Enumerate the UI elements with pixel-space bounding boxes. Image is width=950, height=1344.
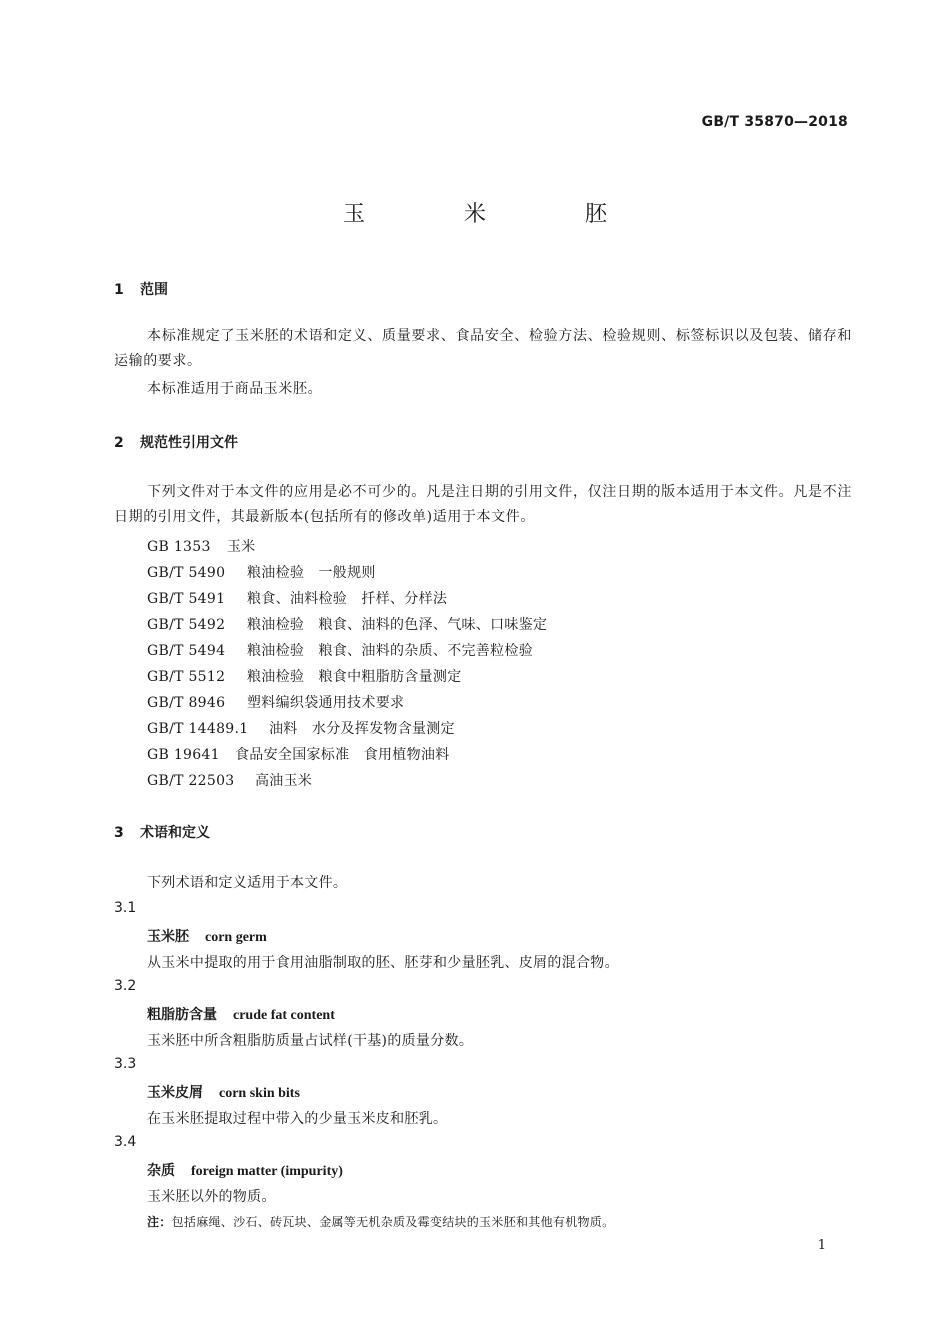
reference-item: [147, 744, 450, 764]
term-en: crude fat content: [233, 1008, 335, 1023]
term-number: 3.1: [114, 900, 137, 916]
reference-code: GB/T 5492: [147, 617, 226, 633]
term-definition: 从玉米中提取的用于食用油脂制取的胚、胚芽和少量胚乳、皮屑的混合物。: [147, 955, 619, 971]
note-text: 包括麻绳、沙石、砖瓦块、金属等无机杂质及霉变结块的玉米胚和其他有机物质。: [171, 1215, 615, 1229]
reference-title: 粮食、油料检验 扦样、分样法: [247, 591, 448, 607]
section-heading-scope: [114, 279, 168, 299]
reference-item: [147, 588, 447, 608]
reference-code: GB/T 5491: [147, 591, 226, 607]
section-title: 规范性引用文件: [140, 435, 238, 451]
reference-title: 粮油检验 粮食、油料的色泽、气味、口味鉴定: [247, 617, 548, 633]
term-number: 3.4: [114, 1134, 137, 1150]
term-definition: 玉米胚中所含粗脂肪质量占试样(干基)的质量分数。: [147, 1033, 474, 1049]
reference-item: [147, 614, 547, 634]
standard-number: GB/T 35870—2018: [701, 114, 848, 130]
term-number: 3.3: [114, 1056, 137, 1072]
normative-intro: 下列文件对于本文件的应用是必不可少的。凡是注日期的引用文件，仅注日期的版本适用于本文件。凡是不注日期的引用文件，其最新版本(包括所有的修改单)适用于本文件。: [114, 484, 852, 525]
reference-title: 食品安全国家标准 食用植物油料: [235, 747, 450, 763]
term-number: 3.2: [114, 978, 137, 994]
note: [147, 1213, 614, 1230]
reference-item: [147, 718, 455, 738]
reference-title: 塑料编织袋通用技术要求: [247, 695, 405, 711]
reference-code: GB/T 5494: [147, 643, 226, 659]
note-label: 注：: [147, 1215, 172, 1229]
term-heading: [147, 1160, 343, 1180]
reference-title: 油料 水分及挥发物含量测定: [269, 721, 455, 737]
section-title: 术语和定义: [140, 825, 210, 841]
reference-title: 粮油检验 粮食中粗脂肪含量测定: [247, 669, 462, 685]
reference-item: [147, 770, 312, 790]
section-heading-terms: [114, 822, 210, 842]
document-title: 玉 米 胚: [343, 202, 653, 227]
term-heading: [147, 926, 267, 946]
reference-item: [147, 562, 376, 582]
reference-item: [147, 536, 256, 556]
section-number: 1: [114, 282, 124, 298]
reference-item: [147, 666, 462, 686]
section-heading-normative: [114, 432, 238, 452]
reference-code: GB/T 14489.1: [147, 721, 249, 737]
section-title: 范围: [140, 282, 168, 298]
reference-item: [147, 692, 404, 712]
reference-title: 粮油检验 粮食、油料的杂质、不完善粒检验: [247, 643, 533, 659]
term-zh: 玉米皮屑: [147, 1085, 203, 1101]
reference-code: GB/T 5490: [147, 565, 226, 581]
term-heading: [147, 1082, 300, 1102]
term-zh: 玉米胚: [147, 929, 189, 945]
reference-code: GB/T 22503: [147, 773, 235, 789]
term-definition: 玉米胚以外的物质。: [147, 1189, 276, 1205]
scope-paragraph-2: 本标准适用于商品玉米胚。: [147, 381, 323, 397]
reference-code: GB/T 8946: [147, 695, 226, 711]
section-number: 2: [114, 435, 124, 451]
term-en: corn skin bits: [219, 1086, 300, 1101]
reference-title: 玉米: [227, 539, 256, 555]
term-heading: [147, 1004, 335, 1024]
reference-code: GB 19641: [147, 747, 220, 763]
reference-code: GB 1353: [147, 539, 211, 555]
terms-intro: 下列术语和定义适用于本文件。: [147, 875, 348, 891]
term-en: foreign matter (impurity): [191, 1164, 343, 1179]
term-en: corn germ: [205, 930, 267, 945]
scope-paragraph-1: 本标准规定了玉米胚的术语和定义、质量要求、食品安全、检验方法、检验规则、标签标识以及包装、储存和运输的要求。: [114, 328, 852, 369]
reference-title: 高油玉米: [255, 773, 313, 789]
term-zh: 杂质: [147, 1163, 175, 1179]
term-definition: 在玉米胚提取过程中带入的少量玉米皮和胚乳。: [147, 1111, 448, 1127]
reference-code: GB/T 5512: [147, 669, 226, 685]
reference-title: 粮油检验 一般规则: [247, 565, 376, 581]
reference-item: [147, 640, 533, 660]
section-number: 3: [114, 825, 124, 841]
page-number: 1: [817, 1238, 826, 1253]
term-zh: 粗脂肪含量: [147, 1007, 217, 1023]
